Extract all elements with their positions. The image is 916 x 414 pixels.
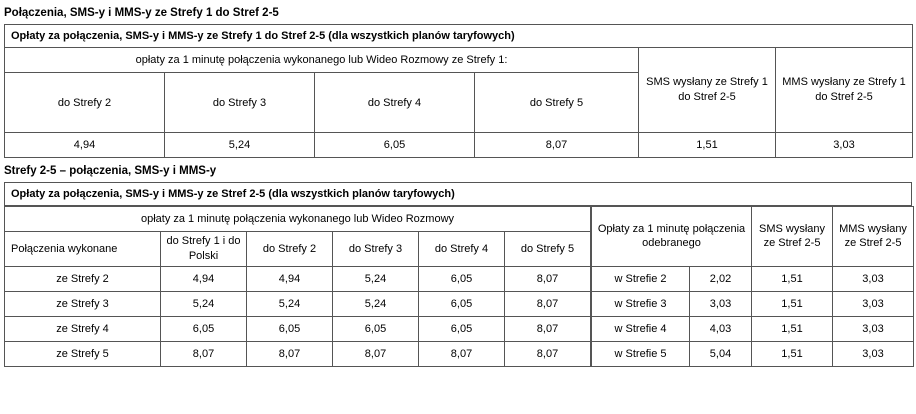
section2-right-row1-sms: 1,51 [752,291,833,316]
document-page [0,7,916,414]
section2-left-col-header-4: do Strefy 4 [419,232,505,267]
section2-left-col-header-5: do Strefy 5 [505,232,591,267]
section2-left-row2-label: ze Strefy 4 [5,316,161,341]
section2-right-row0-incoming: 2,02 [690,266,752,291]
table-row [5,183,912,206]
section2-left-row2-val1: 6,05 [247,316,333,341]
section2-left-row1-label: ze Strefy 3 [5,291,161,316]
table-row [5,291,591,316]
section1-zone-header-2: do Strefy 2 [5,73,165,133]
section2-left-row2-val3: 6,05 [419,316,505,341]
table-row [592,316,914,341]
section2-right-sms-header: SMS wysłany ze Stref 2-5 [752,207,833,267]
section2-left-col-header-2: do Strefy 2 [247,232,333,267]
section2-right-row3-label: w Strefie 5 [592,341,690,366]
section2-left-row1-val3: 6,05 [419,291,505,316]
table-row [5,316,591,341]
section1-sms-header: SMS wysłany ze Strefy 1 do Stref 2-5 [639,48,776,133]
section1-sms-value: 1,51 [639,133,776,158]
section1-zone-header-5: do Strefy 5 [475,73,639,133]
section2-left-row3-val2: 8,07 [333,341,419,366]
section2-left-row2-val2: 6,05 [333,316,419,341]
section2-left-row2-val0: 6,05 [161,316,247,341]
section1-mms-header: MMS wysłany ze Strefy 1 do Stref 2-5 [776,48,913,133]
section2-left-row3-label: ze Strefy 5 [5,341,161,366]
section2-left-row1-val0: 5,24 [161,291,247,316]
section2-left-row0-val1: 4,94 [247,266,333,291]
section1-zone-header-3: do Strefy 3 [165,73,315,133]
section2-right-row1-label: w Strefie 3 [592,291,690,316]
section2-right-row0-label: w Strefie 2 [592,266,690,291]
section2-right-row0-sms: 1,51 [752,266,833,291]
section2-right-row3-incoming: 5,04 [690,341,752,366]
section2-header-table [4,182,912,206]
section1-zone-value-5: 8,07 [475,133,639,158]
section2-left-table [4,206,591,367]
section2-left-row3-val3: 8,07 [419,341,505,366]
section1-table [4,24,913,158]
section2-left-row1-val4: 8,07 [505,291,591,316]
section2-left-row0-val2: 5,24 [333,266,419,291]
section2-left-row2-val4: 8,07 [505,316,591,341]
section2-left-col-header-1: do Strefy 1 i do Polski [161,232,247,267]
section2-right-row2-incoming: 4,03 [690,316,752,341]
section2-left-row3-val4: 8,07 [505,341,591,366]
section2-left-row-label-header: Połączenia wykonane [5,232,161,267]
table-row [592,291,914,316]
section1-mms-value: 3,03 [776,133,913,158]
section2-left-row3-val0: 8,07 [161,341,247,366]
section2-right-row2-label: w Strefie 4 [592,316,690,341]
section2-right-mms-header: MMS wysłany ze Stref 2-5 [833,207,914,267]
section2-right-table [591,206,914,367]
section2-left-row0-val0: 4,94 [161,266,247,291]
table-row [5,232,591,267]
table-row [5,207,591,232]
section2-right-row1-incoming: 3,03 [690,291,752,316]
section2-left-row0-label: ze Strefy 2 [5,266,161,291]
section2-right-row3-mms: 3,03 [833,341,914,366]
table-row [5,133,913,158]
section2-left-group-header: opłaty za 1 minutę połączenia wykonanego lub Wideo Rozmowy [5,207,591,232]
section2-right-row2-mms: 3,03 [833,316,914,341]
section2-right-row0-mms: 3,03 [833,266,914,291]
table-row [5,25,913,48]
section2-left-row3-val1: 8,07 [247,341,333,366]
section2-right-row2-sms: 1,51 [752,316,833,341]
section1-zone-value-2: 4,94 [5,133,165,158]
table-row [5,48,913,73]
section2-right-incoming-header: Opłaty za 1 minutę połączenia odebranego [592,207,752,267]
section1-zone-header-4: do Strefy 4 [315,73,475,133]
section2-right-row3-sms: 1,51 [752,341,833,366]
section1-zone-value-4: 6,05 [315,133,475,158]
section2-title: Strefy 2-5 – połączenia, SMS-y i MMS-y [4,165,217,177]
table-row [592,266,914,291]
section2-tables-wrap [4,206,916,367]
section2-table-header: Opłaty za połączenia, SMS-y i MMS-y ze Stref 2-5 (dla wszystkich planów taryfowych) [5,183,912,206]
section2-left-row1-val1: 5,24 [247,291,333,316]
section1-table-header: Opłaty za połączenia, SMS-y i MMS-y ze Strefy 1 do Stref 2-5 (dla wszystkich planów taryfowych) [5,25,913,48]
section2-left-row1-val2: 5,24 [333,291,419,316]
section2-left-col-header-3: do Strefy 3 [333,232,419,267]
section1-group-header-calls: opłaty za 1 minutę połączenia wykonanego lub Wideo Rozmowy ze Strefy 1: [5,48,639,73]
section2-left-row0-val3: 6,05 [419,266,505,291]
table-row [5,341,591,366]
section2-right-row1-mms: 3,03 [833,291,914,316]
table-row [592,341,914,366]
section1-zone-value-3: 5,24 [165,133,315,158]
section2-left-row0-val4: 8,07 [505,266,591,291]
section1-title: Połączenia, SMS-y i MMS-y ze Strefy 1 do Stref 2-5 [4,7,279,19]
table-row [5,266,591,291]
